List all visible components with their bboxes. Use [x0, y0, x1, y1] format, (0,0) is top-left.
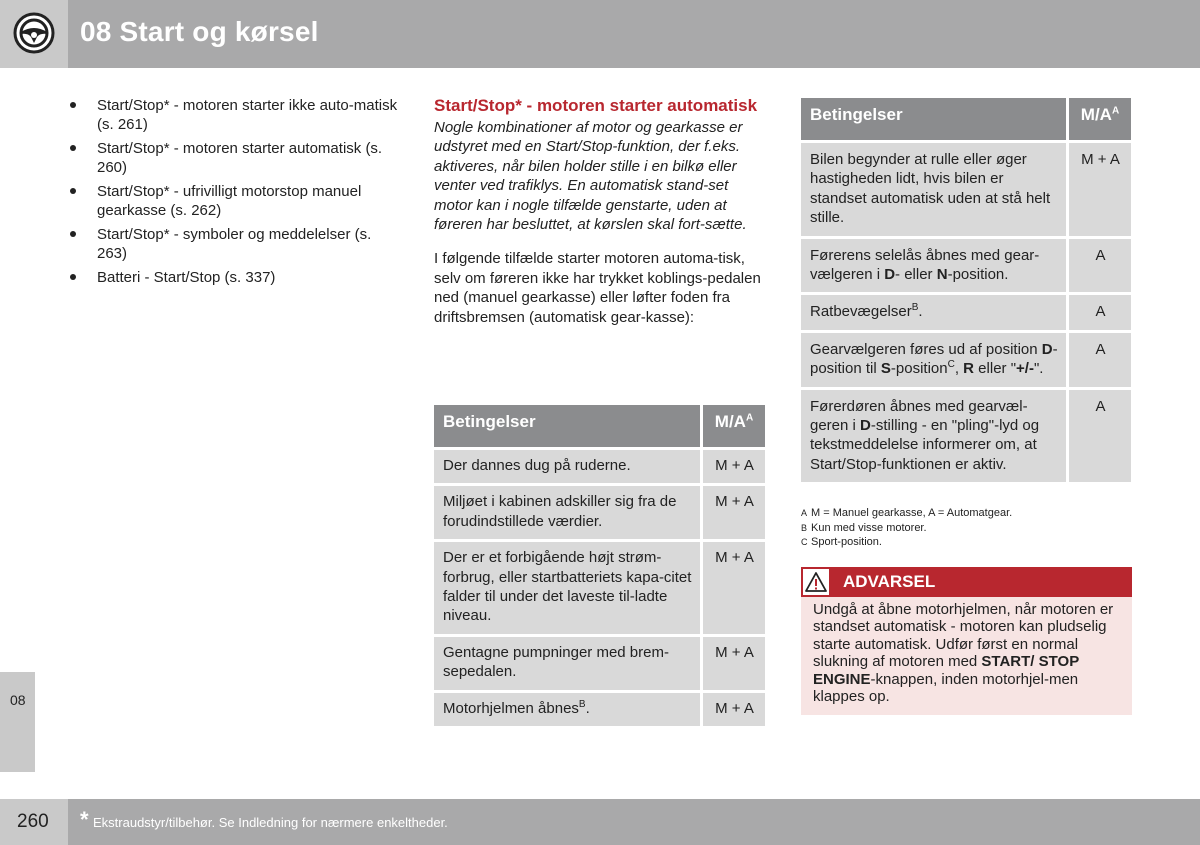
gearbox-cell: M + A — [703, 450, 765, 483]
footnote: A M = Manuel gearkasse, A = Automatgear. — [801, 507, 1013, 519]
page-number: 260 — [17, 811, 49, 832]
related-topics-list — [68, 96, 403, 292]
list-item[interactable]: Start/Stop* - ufrivilligt motorstop manuel gearkasse (s. 262) — [68, 182, 403, 220]
table-row — [434, 693, 765, 726]
section-heading: Start/Stop* - motoren starter automatisk — [434, 96, 758, 115]
list-item[interactable]: Start/Stop* - motoren starter ikke auto-matisk (s. 261) — [68, 96, 403, 134]
table-row — [801, 390, 1131, 483]
gearbox-cell: A — [1069, 295, 1131, 329]
column-header-ma: $M/A^A$ — [1069, 98, 1131, 140]
condition-cell: Førerens selelås åbnes med gear-vælgeren i D- eller N-position. — [801, 239, 1069, 293]
table-footnotes — [801, 506, 1131, 550]
table-row — [434, 450, 765, 483]
column-header-conditions: Betingelser — [801, 98, 1069, 140]
gearbox-cell: A — [1069, 390, 1131, 483]
condition-cell: Bilen begynder at rulle eller øger hastigheden lidt, hvis bilen er standset automatisk uden at stå helt stille. — [801, 143, 1069, 236]
conditions-table-1 — [434, 402, 765, 729]
header-icon-box — [0, 0, 68, 68]
gearbox-cell: A — [1069, 333, 1131, 387]
section-paragraph: I følgende tilfælde starter motoren automa-tisk, selv om føreren ikke har trykket koblings-pedalen ned (manuel gearkasse) eller løfter foden fra driftsbremsen (automatisk gear-kasse): — [434, 250, 761, 326]
condition-cell: Gearvælgeren føres ud af position D-position til S-position$^C$, R eller "+/-". — [801, 333, 1069, 387]
table-header-row — [434, 405, 765, 447]
page-title: 08 Start og kørsel — [80, 16, 319, 47]
warning-box — [801, 567, 1132, 715]
gearbox-cell: M + A — [703, 486, 765, 539]
table-row — [801, 333, 1131, 387]
gearbox-cell: M + A — [1069, 143, 1131, 236]
table-row — [801, 143, 1131, 236]
warning-text: Undgå at åbne motorhjelmen, når motoren er standset automatisk - motoren kan pludselig starte automatisk. Udfør først en normal slukning af motoren med START/ STOP ENGINE-knappen, inden motorhjel-men klappes op. — [813, 601, 1114, 706]
condition-cell: Miljøet i kabinen adskiller sig fra de forudindstillede værdier. — [434, 486, 703, 539]
gearbox-cell: A — [1069, 239, 1131, 293]
table-row — [801, 295, 1131, 329]
section-intro: Nogle kombinationer af motor og gearkasse er udstyret med en Start/Stop-funktion, der f.eks. aktiveres, når bilen holder stille i en bilkø eller venter ved trafiklys. En automatisk stand-set motor kan i nogle tilfælde genstarte, uden at føreren har besluttet, at kørslen skal fort-sætte. — [434, 119, 747, 234]
list-item[interactable]: Start/Stop* - motoren starter automatisk (s. 260) — [68, 139, 403, 177]
gearbox-cell: M + A — [703, 693, 765, 726]
footer-note: Ekstraudstyr/tilbehør. Se Indledning for nærmere enkeltheder. — [93, 815, 448, 830]
page-header — [0, 0, 1200, 68]
table-row — [434, 486, 765, 539]
warning-header — [801, 567, 1132, 597]
condition-cell: Førerdøren åbnes med gearvæl-geren i D-stilling - en "pling"-lyd og tekstmeddelelse informerer om, at Start/Stop-funktionen er aktiv. — [801, 390, 1069, 483]
footnote: C Sport-position. — [801, 536, 882, 548]
list-item[interactable]: Batteri - Start/Stop (s. 337) — [68, 268, 403, 287]
condition-cell: Motorhjelmen åbnes$^B$. — [434, 693, 703, 726]
condition-cell: Der dannes dug på ruderne. — [434, 450, 703, 483]
page-footer — [0, 799, 1200, 845]
page-number-box — [0, 799, 68, 845]
gearbox-cell: M + A — [703, 637, 765, 690]
footnote: B Kun med visse motorer. — [801, 521, 927, 534]
table-row — [434, 542, 765, 634]
table-row — [801, 239, 1131, 293]
conditions-table-2 — [801, 95, 1131, 485]
chapter-tab — [0, 672, 35, 772]
chapter-tab-label: 08 — [10, 692, 26, 708]
condition-cell: Der er et forbigående højt strøm-forbrug, eller startbatteriets kapa-citet falder til under det laveste til-ladte niveau. — [434, 542, 703, 634]
warning-triangle-icon — [805, 571, 827, 593]
footer-asterisk: * — [80, 807, 89, 832]
steering-wheel-icon — [13, 12, 55, 54]
list-item[interactable]: Start/Stop* - symboler og meddelelser (s. 263) — [68, 225, 403, 263]
warning-icon-box — [801, 567, 831, 597]
column-header-conditions: Betingelser — [434, 405, 703, 447]
table-header-row — [801, 98, 1131, 140]
section-text — [434, 96, 768, 327]
gearbox-cell: M + A — [703, 542, 765, 634]
condition-cell: Gentagne pumpninger med brem-sepedalen. — [434, 637, 703, 690]
warning-title: ADVARSEL — [843, 572, 936, 591]
table-row — [434, 637, 765, 690]
column-header-ma: $M/A^A$ — [703, 405, 765, 447]
condition-cell: Ratbevægelser$^B$. — [801, 295, 1069, 329]
